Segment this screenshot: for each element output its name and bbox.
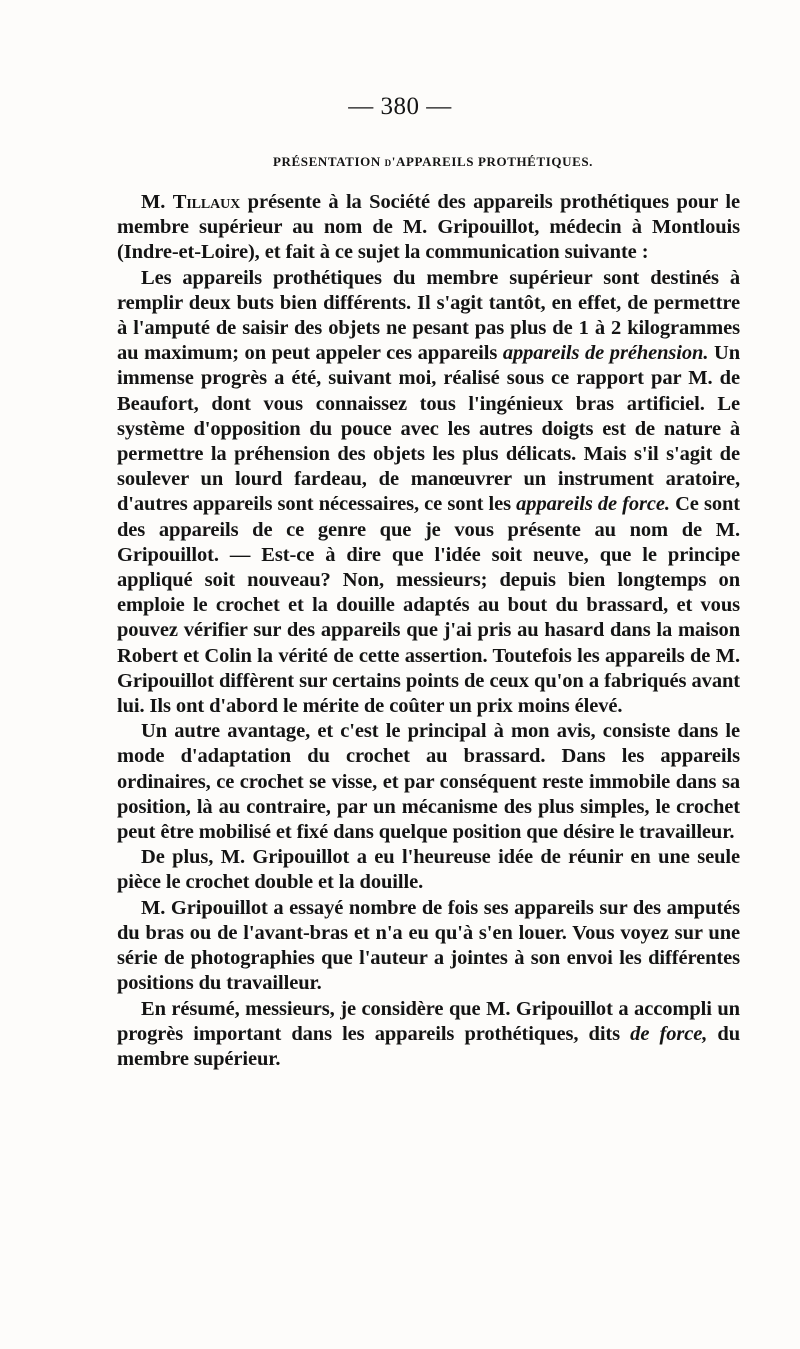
speaker-prefix: M. bbox=[141, 191, 173, 213]
section-title-middle: d' bbox=[384, 154, 396, 169]
section-title-prefix: PRÉSENTATION bbox=[272, 154, 385, 169]
body-text bbox=[117, 190, 740, 1072]
paragraph-4: De plus, M. Gripouillot a eu l'heureuse idée de réunir en une seule pièce le crochet double et la douille. bbox=[117, 846, 740, 894]
section-title-suffix: APPAREILS PROTHÉTIQUES. bbox=[395, 154, 594, 169]
paragraph-6 bbox=[117, 997, 740, 1073]
page-number: — 380 — bbox=[348, 93, 452, 120]
paragraph-2-part2: Un immense progrès a été, suivant moi, réalisé sous ce rapport par M. de Beaufort, dont vous connaissez tous l'ingénieux bras artificiel. Le système d'opposition du pouce avec les autres doigts est de nature à permettre la préhension des objets les plus délicats. Mais s'il s'agit de soulever un lourd fardeau, de manœuvrer un instrument aratoire, d'autres appareils sont nécessaires, ce sont les bbox=[117, 342, 740, 516]
paragraph-2-part3: Ce sont des appareils de ce genre que je vous présente au nom de M. Gripouillot. — Est-ce à dire que l'idée soit neuve, que le principe appliqué soit nouveau? Non, messieurs; depuis bien longtemps on emploie le crochet et la douille adaptés au bout du brassard, et vous pouvez vérifier sur des appareils que j'ai pris au hasard dans la maison Robert et Colin la vérité de cette assertion. Toutefois les appareils de M. Gripouillot diffèrent sur certains points de ceux qu'on a fabriqués avant lui. Ils ont d'abord le mérite de coûter un prix moins élevé. bbox=[117, 493, 740, 718]
section-title bbox=[0, 154, 800, 170]
paragraph-1 bbox=[117, 190, 740, 266]
paragraph-6-part2: du membre supérieur. bbox=[117, 1022, 740, 1070]
paragraph-2 bbox=[117, 266, 740, 720]
paragraph-2-part1: Les appareils prothétiques du membre supérieur sont destinés à remplir deux buts bien différents. Il s'agit tantôt, en effet, de permettre à l'amputé de saisir des objets ne pesant pas plus de 1 à 2 kilogrammes au maximum; on peut appeler ces appareils bbox=[117, 266, 740, 365]
paragraph-6-italic1: de force, bbox=[630, 1022, 708, 1045]
paragraph-2-italic2: appareils de force. bbox=[516, 493, 670, 516]
paragraph-5: M. Gripouillot a essayé nombre de fois ses appareils sur des amputés du bras ou de l'avant-bras et n'a eu qu'à s'en louer. Vous voyez sur une série de photographies que l'auteur a jointes à son envoi les différentes positions du travailleur. bbox=[117, 896, 740, 995]
speaker-name: Tillaux bbox=[172, 191, 241, 213]
paragraph-2-italic1: appareils de préhension. bbox=[502, 342, 709, 365]
paragraph-6-part1: En résumé, messieurs, je considère que M. Gripouillot a accompli un progrès important dans les appareils prothétiques, dits bbox=[117, 997, 740, 1045]
paragraph-3: Un autre avantage, et c'est le principal à mon avis, consiste dans le mode d'adaptation du crochet au brassard. Dans les appareils ordinaires, ce crochet se visse, et par conséquent reste immobile dans sa position, là au contraire, par un mécanisme des plus simples, le crochet peut être mobilisé et fixé dans quelque position que désire le travailleur. bbox=[117, 720, 740, 844]
paragraph-1-text: présente à la Société des appareils prothétiques pour le membre supérieur au nom de M. Gripouillot, médecin à Montlouis (Indre-et-Loire), et fait à ce sujet la communication suivante : bbox=[117, 191, 740, 264]
